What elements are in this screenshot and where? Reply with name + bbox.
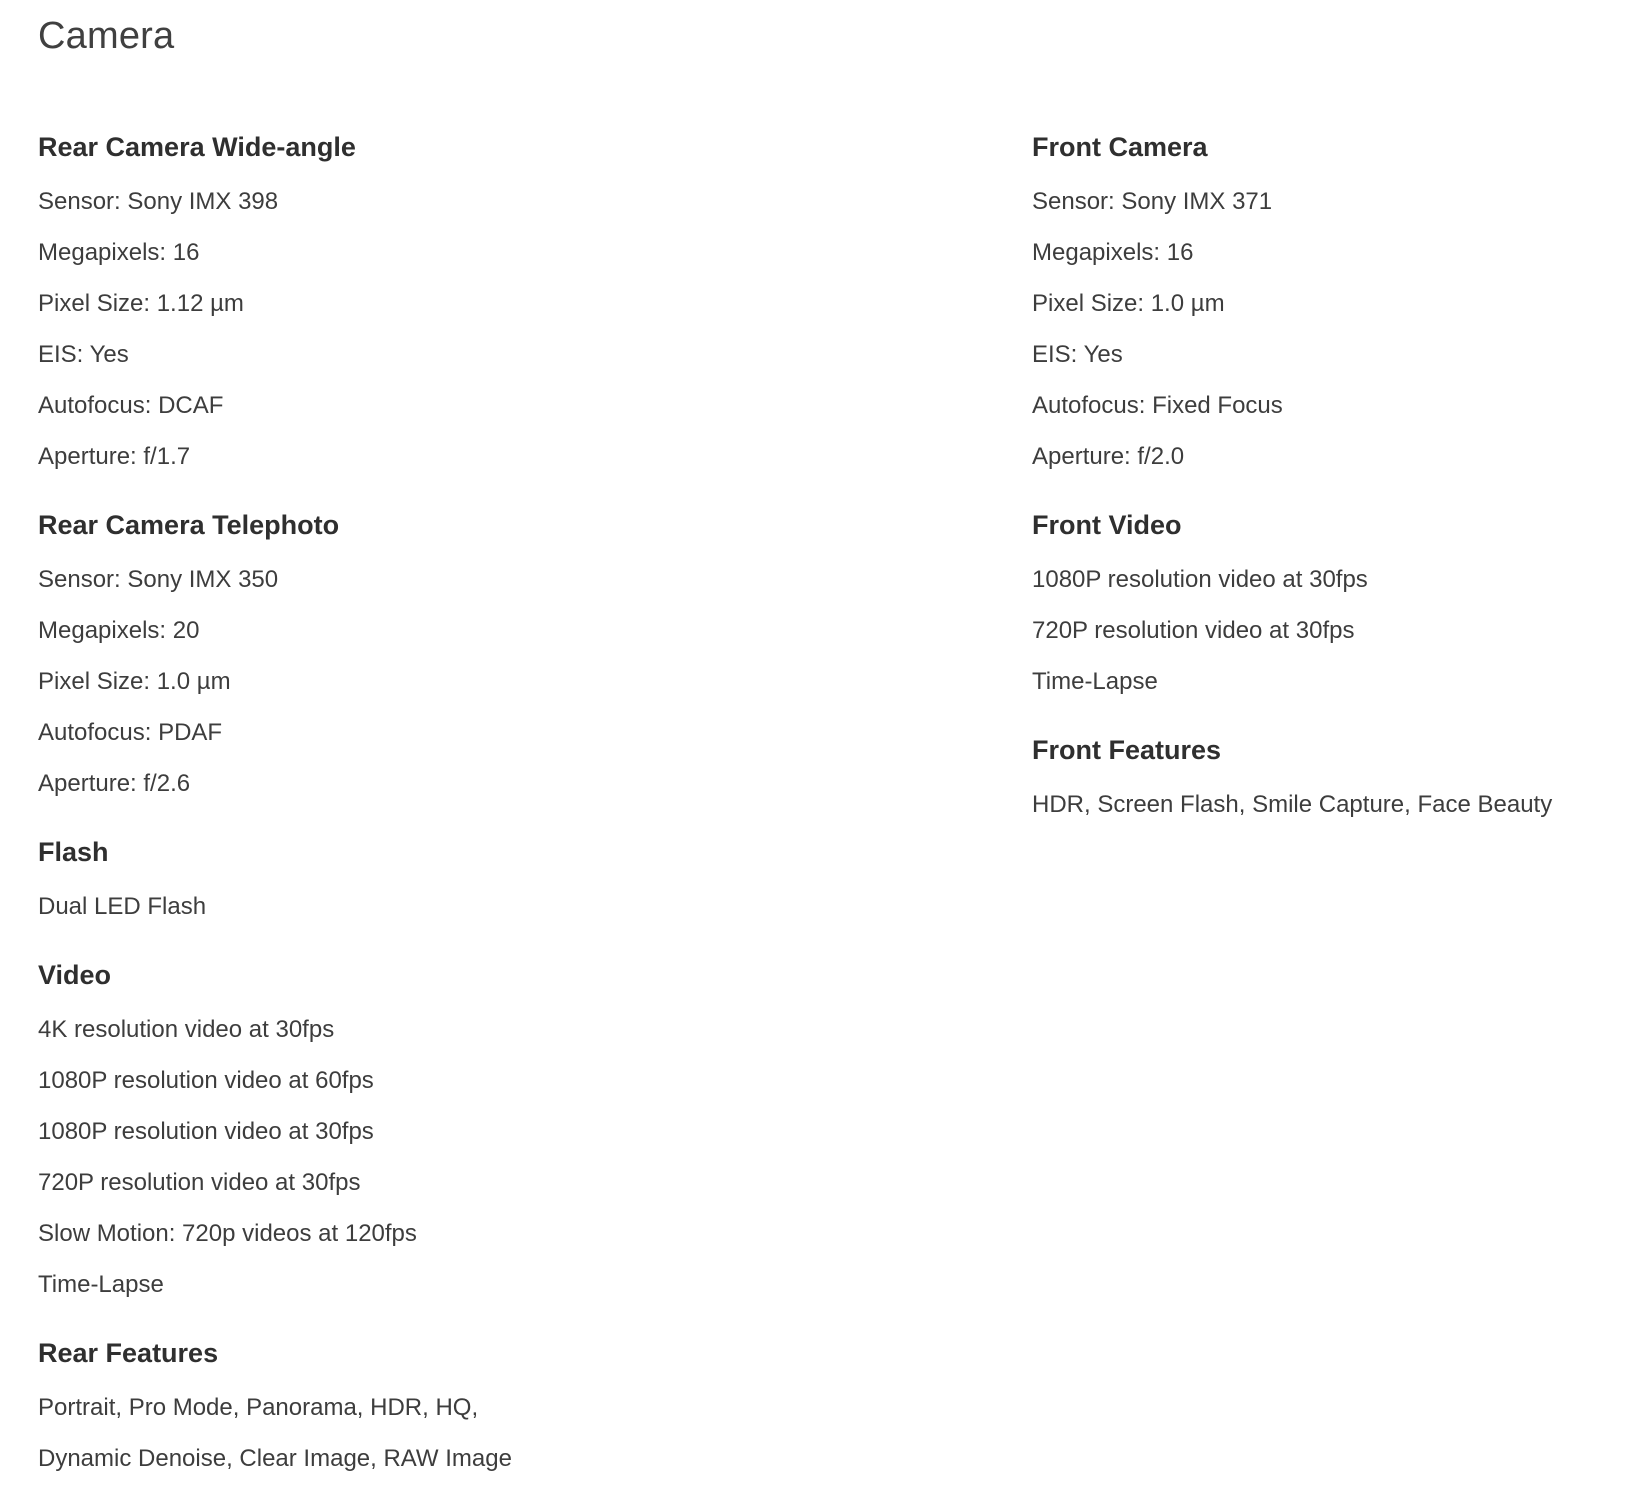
spec-item: Autofocus: PDAF xyxy=(38,719,223,746)
spec-section-rear-camera-wide-angle xyxy=(38,118,938,482)
spec-item: Autofocus: Fixed Focus xyxy=(1032,392,1283,419)
spec-item: Portrait, Pro Mode, Panorama, HDR, HQ, xyxy=(38,1394,479,1421)
spec-item: 1080P resolution video at 60fps xyxy=(38,1067,374,1094)
spec-item: Slow Motion: 720p videos at 120fps xyxy=(38,1220,417,1247)
spec-item: Aperture: f/2.0 xyxy=(1032,443,1185,470)
spec-item: 1080P resolution video at 30fps xyxy=(38,1118,374,1145)
section-heading: Rear Camera Telephoto xyxy=(38,510,340,540)
left-spec-column xyxy=(38,118,938,1498)
spec-section-rear-camera-telephoto xyxy=(38,496,938,809)
section-heading: Rear Features xyxy=(38,1338,219,1368)
spec-item: 1080P resolution video at 30fps xyxy=(1032,566,1368,593)
spec-item: Sensor: Sony IMX 398 xyxy=(38,188,279,215)
section-heading: Video xyxy=(38,960,112,990)
spec-section-front-features xyxy=(1032,721,1632,830)
spec-item: Megapixels: 20 xyxy=(38,617,200,644)
spec-item: 720P resolution video at 30fps xyxy=(1032,617,1355,644)
spec-section-front-camera xyxy=(1032,118,1632,482)
spec-item: Pixel Size: 1.0 µm xyxy=(1032,290,1225,317)
spec-item: Autofocus: DCAF xyxy=(38,392,224,419)
spec-item: Megapixels: 16 xyxy=(38,239,200,266)
spec-item: EIS: Yes xyxy=(38,341,129,368)
spec-item: Dynamic Denoise, Clear Image, RAW Image xyxy=(38,1445,512,1472)
spec-section-front-video xyxy=(1032,496,1632,707)
spec-section-video xyxy=(38,946,938,1310)
spec-item: Pixel Size: 1.12 µm xyxy=(38,290,244,317)
spec-item: HDR, Screen Flash, Smile Capture, Face Beauty xyxy=(1032,791,1553,818)
spec-section-rear-features xyxy=(38,1324,938,1484)
spec-section-flash xyxy=(38,823,938,932)
page-title: Camera xyxy=(38,15,175,57)
spec-item: Aperture: f/1.7 xyxy=(38,443,191,470)
right-spec-column xyxy=(1032,118,1632,844)
section-heading: Front Features xyxy=(1032,735,1222,765)
spec-item: Dual LED Flash xyxy=(38,893,207,920)
spec-item: Pixel Size: 1.0 µm xyxy=(38,668,231,695)
spec-item: Time-Lapse xyxy=(38,1271,164,1298)
spec-item: Time-Lapse xyxy=(1032,668,1158,695)
spec-item: 720P resolution video at 30fps xyxy=(38,1169,361,1196)
spec-item: EIS: Yes xyxy=(1032,341,1123,368)
spec-item: 4K resolution video at 30fps xyxy=(38,1016,335,1043)
spec-item: Sensor: Sony IMX 371 xyxy=(1032,188,1273,215)
spec-item: Megapixels: 16 xyxy=(1032,239,1194,266)
section-heading: Rear Camera Wide-angle xyxy=(38,132,356,162)
spec-item: Aperture: f/2.6 xyxy=(38,770,191,797)
spec-item: Sensor: Sony IMX 350 xyxy=(38,566,279,593)
section-heading: Front Camera xyxy=(1032,132,1208,162)
section-heading: Flash xyxy=(38,837,109,867)
section-heading: Front Video xyxy=(1032,510,1182,540)
